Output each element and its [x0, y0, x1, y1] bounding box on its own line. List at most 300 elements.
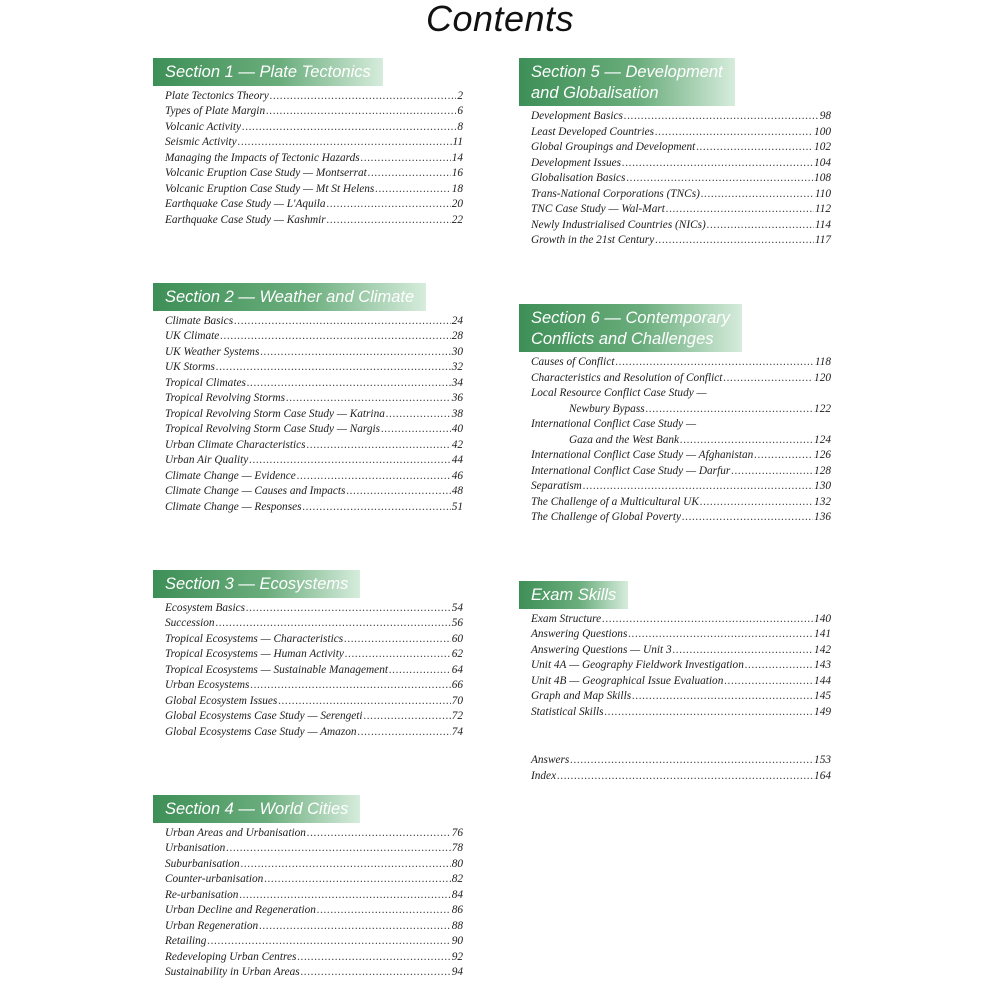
- dot-leader: [731, 465, 813, 477]
- toc-entry-page: 74: [451, 725, 463, 738]
- dot-leader: [303, 501, 451, 513]
- toc-entry-page: 142: [814, 643, 831, 656]
- toc-entry-page: 6: [457, 105, 463, 117]
- toc-entry-page: 76: [451, 826, 463, 839]
- toc-entry: [165, 214, 463, 230]
- dot-leader: [317, 904, 451, 916]
- toc-list: [165, 827, 463, 982]
- toc-entry-title: International Conflict Case Study — Afghanistan: [531, 449, 754, 461]
- toc-entry-title: Sustainability in Urban Areas: [165, 966, 300, 978]
- toc-entry: [165, 602, 463, 618]
- toc-entry-page: 149: [814, 705, 831, 718]
- toc-entry-title: Earthquake Case Study — L'Aquila: [165, 198, 326, 210]
- toc-entry: [165, 167, 463, 183]
- dot-leader: [238, 136, 452, 148]
- toc-entry: [165, 695, 463, 711]
- toc-entry: [531, 480, 831, 496]
- dot-leader: [622, 157, 813, 169]
- dot-leader: [386, 408, 451, 420]
- toc-entry: [531, 659, 831, 675]
- toc-entry-title: Volcanic Activity: [165, 120, 242, 133]
- toc-entry-page: 36: [451, 392, 463, 404]
- toc-list: [531, 613, 831, 722]
- toc-entry-title: UK Weather Systems: [165, 345, 260, 358]
- dot-leader: [368, 167, 451, 179]
- toc-entry-page: 20: [451, 198, 463, 210]
- toc-entry-page: 18: [451, 182, 463, 195]
- toc-entry: [165, 617, 463, 633]
- toc-list: [165, 602, 463, 742]
- dot-leader: [260, 346, 450, 358]
- toc-entry: [531, 434, 831, 450]
- back-matter: [519, 750, 831, 785]
- toc-entry-title: Tropical Revolving Storms: [165, 392, 286, 404]
- section-header: Section 1 — Plate Tectonics: [153, 58, 383, 86]
- toc-entry-title: Urban Air Quality: [165, 454, 249, 466]
- toc-entry-page: 54: [451, 601, 463, 614]
- toc-entry-title: Ecosystem Basics: [165, 601, 245, 614]
- dot-leader: [389, 664, 451, 676]
- toc-entry-title: Volcanic Eruption Case Study — Mt St Helens: [165, 182, 375, 195]
- toc-entry-title: Suburbanisation: [165, 857, 240, 870]
- toc-entry-title: International Conflict Case Study —: [531, 418, 697, 430]
- toc-entry-page: 46: [451, 469, 463, 482]
- toc-entry-title: Global Ecosystems Case Study — Serengeti: [165, 710, 363, 722]
- toc-entry: [165, 423, 463, 439]
- toc-entry-page: 40: [451, 423, 463, 435]
- toc-entry-title: Succession: [165, 617, 215, 629]
- toc-entry: [165, 827, 463, 843]
- toc-entry-title: Tropical Ecosystems — Characteristics: [165, 632, 344, 645]
- toc-entry: [165, 904, 463, 920]
- toc-entry-page: 78: [451, 842, 463, 854]
- toc-entry-page: 122: [814, 402, 831, 415]
- toc-entry: [165, 726, 463, 742]
- toc-entry-title: Global Ecosystems Case Study — Amazon: [165, 725, 357, 738]
- toc-entry-title: Retailing: [165, 935, 207, 947]
- dot-leader: [301, 966, 451, 978]
- toc-entry: [165, 90, 463, 106]
- toc-entry: [531, 234, 831, 250]
- toc-entry-page: 88: [451, 919, 463, 932]
- dot-leader: [700, 496, 813, 508]
- toc-entry-page: 98: [819, 110, 831, 122]
- toc-entry-page: 136: [814, 511, 831, 523]
- toc-entry-title: Managing the Impacts of Tectonic Hazards: [165, 151, 360, 164]
- dot-leader: [266, 105, 456, 117]
- toc-entry: [165, 951, 463, 967]
- toc-entry: [165, 377, 463, 393]
- toc-entry-page: 110: [814, 187, 831, 200]
- toc-entry-title: Answering Questions — Unit 3: [531, 643, 672, 656]
- toc-entry-page: 11: [452, 136, 463, 148]
- toc-entry-page: 145: [814, 690, 831, 702]
- toc-entry: [531, 141, 831, 157]
- section-weather-and-climate: [153, 283, 463, 516]
- toc-entry-page: 120: [814, 371, 831, 384]
- dot-leader: [270, 90, 457, 102]
- toc-entry-page: 132: [814, 495, 831, 508]
- toc-entry-title: Globalisation Basics: [531, 172, 626, 184]
- toc-entry: [531, 418, 831, 434]
- toc-entry-page: 34: [451, 376, 463, 389]
- dot-leader: [241, 858, 451, 870]
- toc-entry: [531, 706, 831, 722]
- toc-entry: [165, 664, 463, 680]
- toc-entry-page: 30: [451, 345, 463, 358]
- toc-entry: [165, 121, 463, 137]
- dot-leader: [615, 356, 813, 368]
- toc-entry: [165, 330, 463, 346]
- dot-leader: [632, 690, 813, 702]
- toc-entry: [531, 613, 831, 629]
- toc-entry: [531, 387, 831, 403]
- section-world-cities: [153, 795, 463, 982]
- toc-entry: [531, 172, 831, 188]
- toc-entry-title: Climate Basics: [165, 314, 234, 327]
- toc-entry-title: Climate Change — Causes and Impacts: [165, 485, 346, 497]
- toc-entry: [165, 198, 463, 214]
- dot-leader: [344, 633, 451, 645]
- dot-leader: [602, 613, 813, 625]
- toc-entry: [531, 126, 831, 142]
- toc-entry-title: Urban Climate Characteristics: [165, 438, 306, 451]
- dot-leader: [673, 644, 813, 656]
- toc-entry-title: Index: [531, 769, 557, 782]
- toc-entry-page: 141: [814, 628, 831, 640]
- toc-list: [531, 110, 831, 250]
- toc-entry-page: 144: [814, 674, 831, 687]
- toc-entry-title: Newly Industrialised Countries (NICs): [531, 218, 706, 231]
- toc-entry-page: 80: [451, 857, 463, 870]
- dot-leader: [278, 695, 450, 707]
- dot-leader: [247, 377, 451, 389]
- toc-entry-page: 140: [814, 612, 831, 625]
- dot-leader: [264, 873, 450, 885]
- toc-entry: [165, 710, 463, 726]
- toc-entry: [165, 408, 463, 424]
- dot-leader: [234, 315, 451, 327]
- toc-entry-title: Statistical Skills: [531, 705, 604, 718]
- dot-leader: [242, 121, 456, 133]
- dot-leader: [745, 659, 813, 671]
- toc-entry: [531, 511, 831, 527]
- toc-entry-page: 126: [814, 449, 831, 461]
- dot-leader: [605, 706, 814, 718]
- toc-list: [165, 315, 463, 517]
- dot-leader: [307, 827, 451, 839]
- toc-entry: [165, 346, 463, 362]
- dot-leader: [216, 617, 451, 629]
- toc-entry-title: Urbanisation: [165, 842, 226, 854]
- dot-leader: [381, 423, 451, 435]
- toc-entry-title: Growth in the 21st Century: [531, 234, 655, 246]
- toc-entry-title: Tropical Climates: [165, 376, 246, 389]
- toc-entry-title: Urban Ecosystems: [165, 679, 250, 691]
- toc-list: [531, 754, 831, 785]
- toc-entry-title: Graph and Map Skills: [531, 690, 632, 702]
- toc-entry-page: 22: [451, 213, 463, 226]
- toc-entry-page: 2: [457, 89, 463, 102]
- dot-leader: [207, 935, 450, 947]
- toc-entry-page: 70: [451, 694, 463, 707]
- dot-leader: [655, 126, 813, 138]
- dot-leader: [583, 480, 813, 492]
- section-header: Section 2 — Weather and Climate: [153, 283, 426, 311]
- toc-entry: [165, 152, 463, 168]
- toc-entry-title: Separatism: [531, 480, 582, 492]
- toc-entry-title: Climate Change — Responses: [165, 500, 302, 513]
- toc-entry-page: 130: [814, 480, 831, 492]
- toc-entry-page: 62: [451, 648, 463, 660]
- toc-entry: [531, 403, 831, 419]
- toc-entry-page: 118: [814, 356, 831, 368]
- toc-entry: [165, 935, 463, 951]
- dot-leader: [307, 439, 451, 451]
- toc-entry: [165, 470, 463, 486]
- dot-leader: [286, 392, 451, 404]
- toc-entry-title: Newbury Bypass: [569, 402, 645, 415]
- toc-entry-title: Redeveloping Urban Centres: [165, 950, 297, 963]
- toc-entry-page: 117: [814, 234, 831, 246]
- toc-entry-page: 114: [814, 218, 831, 231]
- toc-entry-title: Global Ecosystem Issues: [165, 694, 278, 707]
- dot-leader: [626, 172, 813, 184]
- toc-entry-page: 143: [814, 659, 831, 671]
- dot-leader: [216, 361, 451, 373]
- page-title: Contents: [425, 0, 575, 39]
- section-contemporary-conflicts: [519, 304, 831, 527]
- dot-leader: [570, 754, 813, 766]
- section-header: Section 3 — Ecosystems: [153, 570, 360, 598]
- dot-leader: [297, 951, 450, 963]
- toc-entry-title: Local Resource Conflict Case Study —: [531, 387, 707, 399]
- dot-leader: [646, 403, 813, 415]
- section-plate-tectonics: [153, 58, 463, 229]
- toc-entry-page: 100: [814, 125, 831, 138]
- toc-entry: [165, 136, 463, 152]
- toc-entry-page: 104: [814, 156, 831, 169]
- dot-leader: [724, 675, 813, 687]
- toc-entry-title: Plate Tectonics Theory: [165, 89, 269, 102]
- toc-entry: [531, 372, 831, 388]
- dot-leader: [364, 710, 451, 722]
- toc-entry: [165, 889, 463, 905]
- toc-entry: [531, 356, 831, 372]
- toc-entry-page: 164: [814, 769, 831, 782]
- toc-entry: [531, 628, 831, 644]
- toc-entry-page: 92: [451, 950, 463, 963]
- toc-entry-title: Tropical Revolving Storm Case Study — Katrina: [165, 407, 385, 420]
- toc-entry-title: Re-urbanisation: [165, 888, 239, 901]
- toc-entry-title: Unit 4B — Geographical Issue Evaluation: [531, 674, 724, 687]
- section-header: Section 4 — World Cities: [153, 795, 360, 823]
- toc-entry: [165, 392, 463, 408]
- toc-entry-title: Unit 4A — Geography Fieldwork Investigation: [531, 659, 744, 671]
- dot-leader: [666, 203, 814, 215]
- toc-entry-title: Trans-National Corporations (TNCs): [531, 187, 700, 200]
- toc-entry-page: 82: [451, 873, 463, 885]
- toc-entry-page: 28: [451, 330, 463, 342]
- dot-leader: [696, 141, 813, 153]
- toc-entry: [531, 644, 831, 660]
- toc-entry-title: Counter-urbanisation: [165, 873, 264, 885]
- toc-entry-title: Volcanic Eruption Case Study — Montserrat: [165, 167, 367, 179]
- toc-entry-page: 42: [451, 438, 463, 451]
- toc-entry-page: 94: [451, 966, 463, 978]
- dot-leader: [327, 214, 451, 226]
- toc-entry-title: Characteristics and Resolution of Conflict: [531, 371, 723, 384]
- dot-leader: [259, 920, 451, 932]
- toc-entry: [165, 920, 463, 936]
- toc-entry-title: Urban Decline and Regeneration: [165, 904, 316, 916]
- dot-leader: [297, 470, 451, 482]
- toc-entry-page: 32: [451, 361, 463, 373]
- section-ecosystems: [153, 570, 463, 741]
- toc-entry: [165, 966, 463, 982]
- toc-entry: [531, 496, 831, 512]
- toc-entry: [165, 315, 463, 331]
- dot-leader: [628, 628, 813, 640]
- toc-entry-page: 8: [457, 120, 463, 133]
- toc-entry-title: Answering Questions: [531, 628, 628, 640]
- toc-entry-title: Gaza and the West Bank: [569, 433, 680, 446]
- toc-entry: [531, 157, 831, 173]
- dot-leader: [723, 372, 813, 384]
- toc-entry-page: 84: [451, 888, 463, 901]
- toc-entry: [165, 439, 463, 455]
- toc-entry-title: Tropical Revolving Storm Case Study — Nargis: [165, 423, 381, 435]
- toc-entry: [165, 361, 463, 377]
- toc-entry: [531, 203, 831, 219]
- toc-entry-title: The Challenge of a Multicultural UK: [531, 495, 699, 508]
- toc-entry-page: 64: [451, 663, 463, 676]
- toc-entry-title: Development Issues: [531, 156, 622, 169]
- toc-entry-page: 60: [451, 632, 463, 645]
- toc-entry-page: 128: [814, 464, 831, 477]
- dot-leader: [680, 434, 813, 446]
- toc-entry-title: Causes of Conflict: [531, 356, 615, 368]
- toc-entry-title: Urban Areas and Urbanisation: [165, 826, 306, 839]
- toc-entry: [165, 183, 463, 199]
- dot-leader: [226, 842, 450, 854]
- dot-leader: [557, 770, 813, 782]
- dot-leader: [358, 726, 451, 738]
- toc-entry: [165, 454, 463, 470]
- toc-entry: [531, 188, 831, 204]
- toc-entry-page: 124: [814, 433, 831, 446]
- toc-entry: [531, 449, 831, 465]
- toc-entry-page: 48: [451, 485, 463, 497]
- toc-entry-page: 44: [451, 454, 463, 466]
- toc-entry: [165, 648, 463, 664]
- section-header: Exam Skills: [519, 581, 628, 609]
- toc-entry-page: 66: [451, 679, 463, 691]
- dot-leader: [707, 219, 814, 231]
- toc-entry: [531, 754, 831, 770]
- toc-entry-page: 90: [451, 935, 463, 947]
- dot-leader: [655, 234, 814, 246]
- toc-entry-title: UK Storms: [165, 361, 215, 373]
- toc-entry-title: Answers: [531, 754, 570, 766]
- toc-entry: [165, 105, 463, 121]
- toc-entry-title: TNC Case Study — Wal-Mart: [531, 203, 665, 215]
- section-header: Section 6 — Contemporary Conflicts and Challenges: [519, 304, 742, 352]
- toc-entry-title: Urban Regeneration: [165, 919, 259, 932]
- dot-leader: [239, 889, 450, 901]
- dot-leader: [345, 648, 451, 660]
- toc-entry-page: 38: [451, 407, 463, 420]
- toc-entry-title: The Challenge of Global Poverty: [531, 511, 681, 523]
- toc-entry: [165, 501, 463, 517]
- dot-leader: [375, 183, 450, 195]
- toc-entry: [531, 770, 831, 786]
- toc-entry-title: Tropical Ecosystems — Human Activity: [165, 648, 344, 660]
- toc-entry: [531, 675, 831, 691]
- toc-entry-page: 56: [451, 617, 463, 629]
- toc-entry-page: 86: [451, 904, 463, 916]
- toc-entry: [165, 842, 463, 858]
- dot-leader: [682, 511, 813, 523]
- toc-entry: [531, 219, 831, 235]
- toc-entry-title: UK Climate: [165, 330, 220, 342]
- toc-entry: [531, 110, 831, 126]
- dot-leader: [327, 198, 451, 210]
- toc-entry-page: 51: [451, 500, 463, 513]
- dot-leader: [624, 110, 819, 122]
- toc-entry-title: International Conflict Case Study — Darfur: [531, 464, 731, 477]
- toc-entry-page: 72: [451, 710, 463, 722]
- toc-entry-title: Climate Change — Evidence: [165, 469, 296, 482]
- section-header: Section 5 — Development and Globalisation: [519, 58, 735, 106]
- toc-entry: [165, 633, 463, 649]
- toc-entry-page: 16: [451, 167, 463, 179]
- toc-entry-title: Global Groupings and Development: [531, 141, 696, 153]
- dot-leader: [361, 152, 451, 164]
- toc-entry-title: Least Developed Countries: [531, 125, 654, 138]
- dot-leader: [249, 454, 450, 466]
- toc-entry-page: 24: [451, 314, 463, 327]
- toc-list: [165, 90, 463, 230]
- toc-entry: [165, 873, 463, 889]
- toc-entry-page: 112: [814, 203, 831, 215]
- toc-list: [531, 356, 831, 527]
- dot-leader: [346, 485, 450, 497]
- toc-entry-page: 14: [451, 151, 463, 164]
- toc-entry-page: 102: [814, 141, 831, 153]
- dot-leader: [250, 679, 450, 691]
- toc-entry: [165, 679, 463, 695]
- section-exam-skills: [519, 581, 831, 721]
- dot-leader: [754, 449, 813, 461]
- toc-entry: [531, 465, 831, 481]
- dot-leader: [220, 330, 450, 342]
- dot-leader: [246, 602, 451, 614]
- toc-entry: [165, 485, 463, 501]
- toc-entry-title: Exam Structure: [531, 612, 602, 625]
- toc-entry-title: Tropical Ecosystems — Sustainable Management: [165, 663, 388, 676]
- toc-entry-title: Seismic Activity: [165, 136, 237, 148]
- toc-entry: [531, 690, 831, 706]
- toc-entry-page: 108: [814, 172, 831, 184]
- toc-entry: [165, 858, 463, 874]
- toc-entry-title: Development Basics: [531, 110, 623, 122]
- toc-entry-title: Types of Plate Margin: [165, 105, 266, 117]
- toc-entry-page: 153: [814, 754, 831, 766]
- section-development-and-globalisation: [519, 58, 831, 250]
- dot-leader: [701, 188, 814, 200]
- toc-entry-title: Earthquake Case Study — Kashmir: [165, 213, 326, 226]
